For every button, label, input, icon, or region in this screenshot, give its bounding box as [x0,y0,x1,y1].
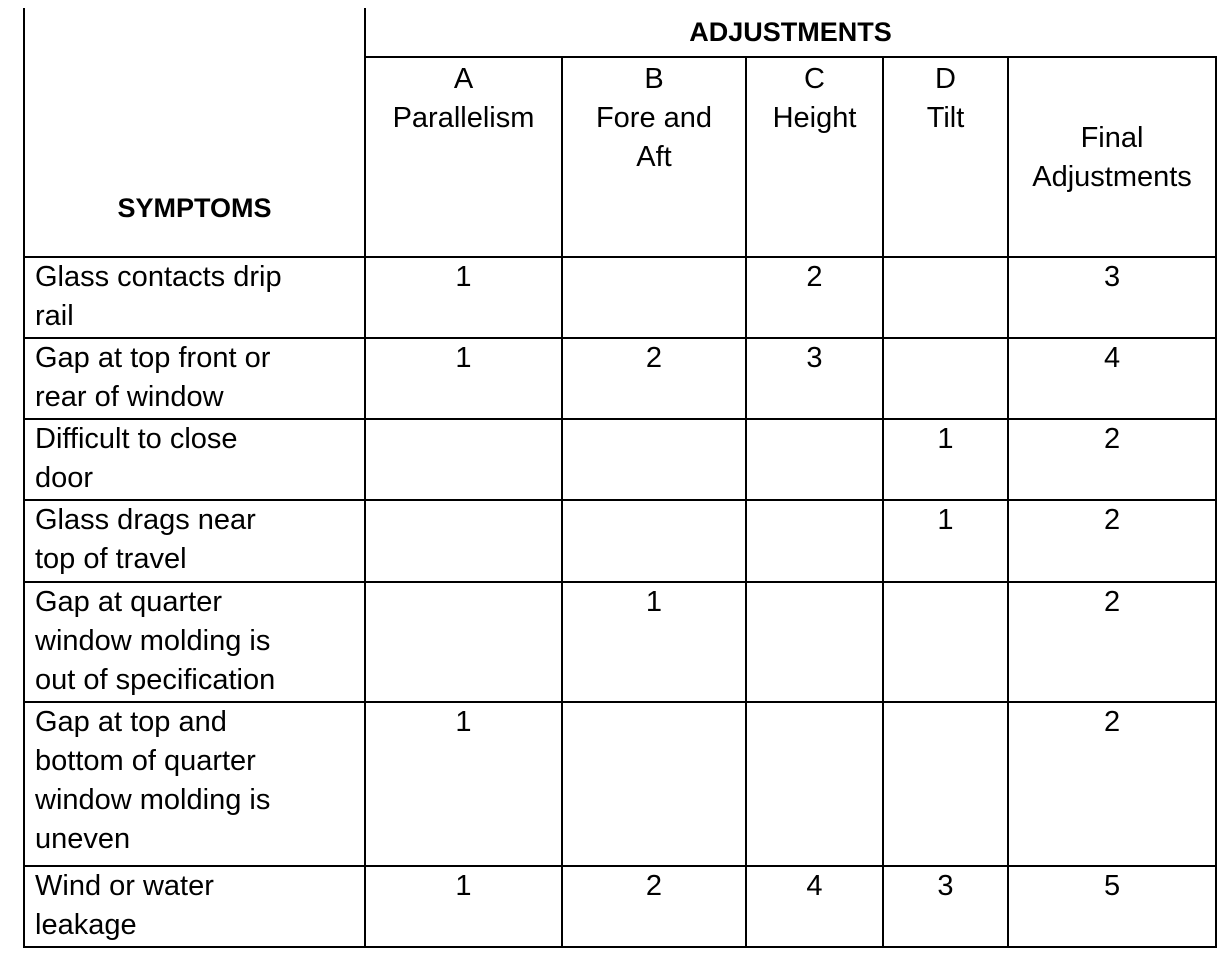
column-name: Final [1080,121,1144,154]
value-cell: 1 [365,338,562,419]
column-letter: D [935,62,956,95]
value-cell [562,257,746,338]
value-cell [883,338,1008,419]
value-cell: 2 [562,866,746,947]
table-row [24,338,1216,419]
symptom-text: window molding is [35,624,271,657]
symptom-text: Gap at quarter [35,585,222,618]
value-cell: 2 [746,257,883,338]
value-cell: 2 [1008,419,1216,500]
symptom-cell [24,419,365,500]
symptom-cell [24,866,365,947]
value-cell [883,582,1008,702]
symptom-text: Glass contacts drip [35,260,282,293]
symptom-cell [24,702,365,866]
column-letter: C [804,62,825,95]
value-cell: 1 [365,257,562,338]
symptom-text: window molding is [35,784,271,817]
adjustment-chart [23,8,1215,948]
symptom-cell [24,500,365,582]
column-name: Adjustments [1032,160,1192,193]
table-row [24,866,1216,947]
table-row [24,702,1216,866]
column-letter: B [644,62,664,95]
symptom-text: rear of window [35,380,224,413]
column-header-final [1008,57,1216,257]
symptom-text: Difficult to close [35,422,238,455]
value-cell [746,702,883,866]
value-cell: 2 [1008,582,1216,702]
value-cell: 3 [883,866,1008,947]
value-cell: 1 [562,582,746,702]
column-name: Fore and [595,101,713,134]
value-cell [365,419,562,500]
column-name: Height [772,101,857,134]
table-row [24,419,1216,500]
value-cell [562,419,746,500]
column-name: Parallelism [392,101,535,134]
column-header-c [746,57,883,257]
symptom-text: door [35,461,94,494]
value-cell: 4 [746,866,883,947]
symptom-cell [24,338,365,419]
value-cell [746,582,883,702]
value-cell: 1 [365,702,562,866]
value-cell: 2 [1008,500,1216,582]
value-cell [746,500,883,582]
symptom-text: Gap at top and [35,706,227,739]
value-cell: 4 [1008,338,1216,419]
symptom-text: bottom of quarter [35,745,256,778]
symptom-text: Glass drags near [35,503,256,536]
symptom-text: out of specification [35,663,276,696]
symptom-text: Wind or water [35,869,214,902]
symptom-text: uneven [35,823,131,856]
value-cell [562,500,746,582]
value-cell [365,500,562,582]
adjustments-header: ADJUSTMENTS [365,9,1216,57]
symptoms-adjustments-table [23,8,1217,948]
column-letter: A [453,62,474,95]
symptom-text: rail [35,299,74,332]
column-header-a [365,57,562,257]
column-header-d [883,57,1008,257]
symptom-cell [24,582,365,702]
value-cell [562,702,746,866]
value-cell: 1 [883,500,1008,582]
value-cell [883,702,1008,866]
column-name: Tilt [926,101,965,134]
value-cell: 1 [883,419,1008,500]
symptom-cell [24,257,365,338]
value-cell [883,257,1008,338]
value-cell: 2 [1008,702,1216,866]
value-cell [365,582,562,702]
symptom-text: Gap at top front or [35,341,271,374]
value-cell: 2 [562,338,746,419]
value-cell: 5 [1008,866,1216,947]
column-header-b [562,57,746,257]
table-row [24,500,1216,582]
symptom-text: leakage [35,908,137,941]
value-cell: 3 [1008,257,1216,338]
value-cell: 1 [365,866,562,947]
value-cell: 3 [746,338,883,419]
symptoms-header: SYMPTOMS [24,9,365,257]
table-row [24,257,1216,338]
symptom-text: top of travel [35,542,187,575]
column-name: Aft [636,140,672,173]
value-cell [746,419,883,500]
table-row [24,582,1216,702]
